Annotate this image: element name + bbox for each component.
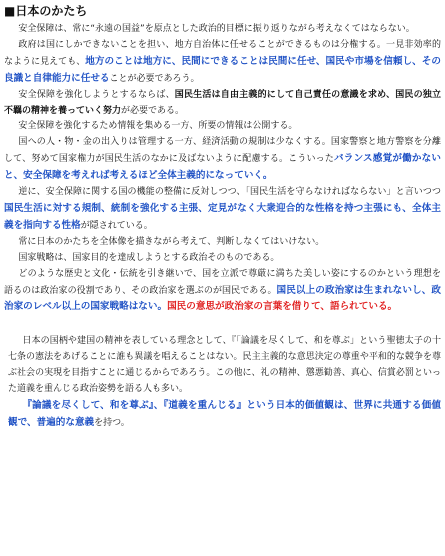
body-text: 逆に、安全保障に関する国の機能の整備に反対しつつ、「国民生活を守らなければならない」と言いつつ — [18, 187, 441, 198]
emphasis-text: 国民の意思が政治家の言葉を借りて、語られている。 — [167, 301, 398, 313]
body-text: 常に日本のかたちを全体像を描きながら考えて、判断しなくてはいけない。 — [18, 236, 325, 247]
body-text: 政府は国にしかできないことを担い、地方自治体に任せることができるものは分権する。一見非効率的なように見えても、 — [4, 39, 441, 67]
paragraph — [8, 398, 441, 432]
paragraph — [4, 185, 441, 235]
emphasis-text: 国民以上の政治家は生まれないし、政治家のレベル以上の国家戦略はない。 — [4, 284, 441, 313]
body-text: どのような歴史と文化・伝統を引き継いで、国を立派で尊厳に満ちた美しい姿にするのかという理想を語るのは政治家の役割であり、その政治家を選ぶのが国民である。 — [4, 268, 441, 296]
body-text: 日本の国柄や建国の精神を表している理念として、『「論議を尽くして、和を尊ぶ」という聖徳太子の十七条の憲法をあげることに誰も異議を唱えることはない。民主主義的な意思決定の尊重や平和的な競争を尊ぶ社会の実現を目指すことに通じるからであろう。この他に、礼の精神、懲悪勧善、真心、信賞必罰といった道義を重んじる政治姿勢を語る人も多い。 — [8, 336, 441, 395]
body-text: 安全保障は、常に“永遠の国益”を原点とした政治的目標に振り返りながら考えなくてはならない。 — [18, 24, 415, 34]
section-title: ■日本のかたち — [4, 4, 88, 18]
paragraph — [4, 38, 441, 88]
emphasis-text: 国民生活に対する規制、統制を強化する主張、定見がなく大衆迎合的な性格を持つ主張にも、全体主義を指向する性格 — [4, 202, 441, 231]
body-text: が必要である。 — [121, 105, 185, 116]
body-text: 安全保障を強化するため情報を集める一方、所要の情報は公開する。 — [18, 121, 298, 132]
body-text: ことが必要であろう。 — [109, 73, 200, 84]
emphasis-text: 国民生活は自由主義的にして自己責任の意識を求め、国民の独立不羈の精神を養っていく努力 — [4, 89, 441, 116]
emphasis-text: 『論議を尽くして、和を尊ぶ』、『道義を重んじる』という日本的価値観は、世界に共通する価値観で、普遍的な意義 — [8, 399, 441, 428]
paragraph — [4, 119, 441, 135]
paragraph — [8, 334, 441, 398]
section-body — [4, 22, 441, 316]
section-body-2 — [4, 334, 441, 431]
paragraph — [4, 22, 441, 38]
body-text: が隠されている。 — [80, 220, 153, 231]
section-gap — [4, 316, 441, 334]
body-text: 国への人・物・金の出入りは管理する一方、経済活動の規制は少なくする。国家警察と地方警察を分離して、努めて国家権力が国民生活のなかに及ばないように配慮する。こういった — [4, 137, 441, 165]
paragraph — [4, 267, 441, 317]
paragraph — [4, 251, 441, 267]
body-text: を持つ。 — [94, 417, 130, 428]
emphasis-text: 地方のことは地方に、民間にできることは民間に任せ、国民や市場を信頼し、その良識と自律能力に任せる — [4, 55, 441, 84]
paragraph — [4, 88, 441, 120]
paragraph — [4, 135, 441, 185]
paragraph — [4, 235, 441, 251]
emphasis-text: バランス感覚が働かないと、安全保障を考えれば考えるほど全体主義的になっていく。 — [4, 153, 441, 182]
body-text: 国家戦略は、国家目的を達成しようとする政治そのものである。 — [18, 252, 280, 263]
body-text: 安全保障を強化しようとするならば、 — [18, 89, 175, 100]
